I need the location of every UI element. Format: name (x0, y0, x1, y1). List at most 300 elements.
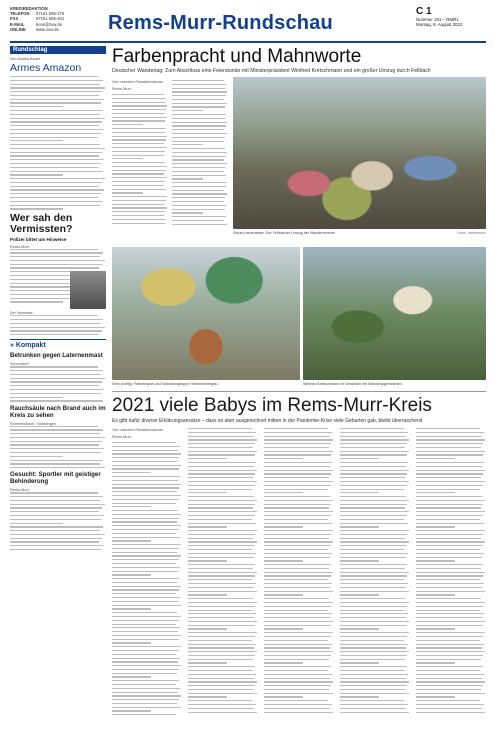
text-line (172, 209, 225, 210)
text-line (10, 444, 99, 445)
text-line (10, 152, 102, 153)
text-line (340, 507, 405, 508)
text-line (340, 666, 407, 667)
masthead (10, 6, 486, 40)
text-line (264, 564, 331, 565)
issue-info (416, 6, 486, 28)
text-line (10, 467, 105, 468)
text-line (416, 662, 455, 663)
text-line (10, 91, 102, 92)
text-line (188, 606, 255, 607)
text-line (340, 696, 379, 697)
text-line (264, 451, 333, 452)
text-line (188, 549, 252, 550)
text-line (112, 676, 151, 677)
text-line (112, 521, 177, 522)
text-line (264, 628, 303, 629)
text-line (188, 659, 253, 660)
text-line (10, 523, 63, 524)
text-line (264, 481, 333, 482)
text-line (188, 500, 257, 501)
text-line (340, 613, 408, 614)
parade-photo (233, 77, 486, 229)
text-line (112, 574, 151, 575)
text-line (340, 526, 379, 527)
text-line (264, 617, 330, 618)
text-line (264, 674, 332, 675)
photo-caption: Schaut bedeutsam: Der Fellbacher Umzug der Wandervereine. (233, 231, 336, 235)
text-line (416, 636, 483, 637)
text-line (112, 710, 151, 711)
text-line (264, 447, 329, 448)
text-line (10, 530, 100, 531)
text-line (10, 534, 105, 535)
text-line (264, 545, 331, 546)
text-line (188, 572, 257, 573)
text-line (264, 473, 331, 474)
bottom-article-byline: Von unserem Redaktionsteam (112, 428, 163, 432)
text-line (172, 137, 225, 138)
text-line (10, 167, 98, 168)
text-line (340, 504, 407, 505)
text-line (416, 436, 482, 437)
missing-person-photo (70, 271, 106, 309)
text-line (112, 616, 181, 617)
text-line (264, 458, 303, 459)
text-line (188, 481, 257, 482)
text-line (188, 515, 255, 516)
text-line (112, 491, 177, 492)
text-line (112, 555, 181, 556)
text-line (10, 155, 99, 156)
text-line (172, 156, 226, 157)
text-line (416, 640, 480, 641)
text-line (416, 534, 483, 535)
text-line (264, 606, 331, 607)
text-line (112, 586, 181, 587)
text-line (10, 456, 63, 457)
text-line (264, 693, 333, 694)
text-line (264, 655, 331, 656)
missing-person-dateline: Rems-Murr. (10, 244, 30, 249)
text-line (172, 125, 226, 126)
text-line (188, 439, 257, 440)
text-line (264, 466, 330, 467)
text-line (340, 579, 404, 580)
text-line (340, 662, 379, 663)
text-line (264, 526, 303, 527)
text-line (112, 695, 181, 696)
text-line (416, 625, 483, 626)
text-line (10, 256, 100, 257)
bottom-article-subline: Es gibt dafür diverse Erklärungsansätze – dass es aber ausgerechnet mitten in der Pandemie-Krise viele Geburten gab, bleibt überraschend (112, 418, 423, 424)
text-line (112, 537, 180, 538)
text-line (416, 628, 455, 629)
text-line (10, 429, 103, 430)
top-article-continuation (112, 238, 486, 243)
text-line (112, 571, 178, 572)
text-line (264, 557, 330, 558)
text-line (188, 575, 255, 576)
text-line (264, 647, 330, 648)
text-line (112, 544, 181, 545)
text-line (10, 323, 100, 324)
text-line (188, 428, 252, 429)
text-line (340, 534, 407, 535)
text-line (10, 249, 98, 250)
text-line (188, 564, 255, 565)
text-line (10, 133, 101, 134)
text-line (10, 197, 98, 198)
text-line (416, 678, 482, 679)
text-line (340, 708, 406, 709)
text-line (264, 496, 330, 497)
text-line (264, 696, 303, 697)
text-line (112, 465, 181, 466)
text-line (172, 159, 224, 160)
text-line (112, 605, 181, 606)
text-line (112, 646, 181, 647)
text-line (188, 666, 255, 667)
text-line (340, 621, 409, 622)
text-line (340, 594, 379, 595)
text-line (112, 552, 177, 553)
text-line (264, 666, 331, 667)
text-line (340, 628, 379, 629)
text-line (264, 477, 329, 478)
text-line (340, 454, 407, 455)
text-line (340, 557, 406, 558)
text-line (112, 559, 179, 560)
text-line (264, 568, 329, 569)
text-line (416, 583, 484, 584)
text-line (264, 689, 329, 690)
text-line (264, 549, 328, 550)
text-line (112, 563, 176, 564)
text-line (188, 617, 254, 618)
text-line (172, 220, 224, 221)
text-line (188, 436, 254, 437)
brief-dateline: Rommelsbach / Waiblingen. (10, 421, 58, 426)
text-line (10, 193, 101, 194)
text-line (172, 133, 227, 134)
text-line (340, 712, 409, 713)
text-line (112, 506, 151, 507)
text-line (188, 644, 256, 645)
text-line (112, 533, 176, 534)
text-line (416, 666, 483, 667)
text-line (10, 301, 63, 302)
text-line (264, 470, 333, 471)
text-line (416, 538, 481, 539)
left-column (10, 46, 106, 722)
text-line (416, 659, 481, 660)
text-line (264, 621, 333, 622)
text-line (112, 196, 167, 197)
text-line (10, 370, 103, 371)
text-line (340, 439, 409, 440)
text-line (10, 144, 100, 145)
text-line (340, 530, 409, 531)
text-line (172, 144, 203, 145)
text-line (416, 496, 482, 497)
text-line (340, 685, 407, 686)
text-line (416, 621, 485, 622)
text-line (416, 447, 481, 448)
text-line (340, 485, 407, 486)
contact-block (10, 6, 64, 32)
column-headline: Armes Amazon (10, 62, 82, 74)
text-line (416, 670, 480, 671)
text-line (10, 114, 100, 115)
text-line (112, 578, 179, 579)
text-line (340, 451, 409, 452)
top-article-column (172, 80, 228, 226)
text-line (10, 137, 98, 138)
issue-date: Montag, 8. August 2022 (416, 22, 463, 28)
text-line (112, 200, 166, 201)
text-line (340, 598, 405, 599)
text-line (112, 624, 176, 625)
text-line (112, 450, 178, 451)
column-byline: Von Annika Bauer (10, 57, 41, 61)
text-line (416, 655, 483, 656)
contact-line: KREISREDAKTION (10, 6, 48, 11)
text-line (416, 523, 484, 524)
text-line (112, 620, 179, 621)
text-line (112, 480, 178, 481)
text-line (264, 462, 332, 463)
text-line (112, 589, 179, 590)
text-line (264, 511, 333, 512)
text-line (188, 432, 256, 433)
text-line (264, 644, 332, 645)
text-line (416, 568, 481, 569)
text-line (340, 689, 405, 690)
kompakt-header: » Kompakt (10, 339, 106, 349)
text-line (188, 458, 227, 459)
text-line (416, 519, 480, 520)
text-line (188, 462, 256, 463)
text-line (112, 158, 143, 159)
text-line (188, 447, 253, 448)
text-line (172, 148, 225, 149)
text-line (10, 526, 103, 527)
text-line (340, 632, 409, 633)
text-line (340, 458, 379, 459)
text-line (112, 503, 176, 504)
text-line (188, 519, 252, 520)
text-line (172, 118, 225, 119)
text-line (10, 125, 99, 126)
top-article-header (112, 46, 486, 74)
text-line (264, 587, 330, 588)
text-line (172, 205, 226, 206)
text-line (416, 700, 480, 701)
text-line (264, 538, 329, 539)
text-line (10, 378, 105, 379)
top-article-byline: Von unserem Redaktionsteam (112, 80, 163, 84)
text-line (10, 504, 105, 505)
text-line (264, 500, 333, 501)
text-line (340, 489, 404, 490)
text-line (340, 500, 409, 501)
text-line (188, 560, 227, 561)
text-line (188, 545, 255, 546)
text-line (10, 519, 101, 520)
text-line (112, 669, 179, 670)
text-line (10, 460, 103, 461)
text-line (340, 644, 408, 645)
text-line (264, 591, 333, 592)
portrait-caption: Der Vermisste. (10, 311, 34, 316)
text-line (112, 714, 176, 715)
text-line (188, 696, 227, 697)
text-line (112, 132, 165, 133)
text-line (416, 477, 481, 478)
text-line (340, 670, 404, 671)
text-line (10, 260, 105, 261)
text-line (188, 632, 257, 633)
text-line (264, 632, 333, 633)
bottom-article-column (112, 428, 182, 718)
text-line (416, 492, 455, 493)
text-line (112, 223, 165, 224)
text-line (416, 451, 485, 452)
text-line (112, 189, 166, 190)
text-line (10, 159, 104, 160)
text-line (188, 602, 257, 603)
text-line (10, 121, 102, 122)
text-line (10, 463, 100, 464)
bottom-article-column (416, 428, 486, 718)
brief-text (10, 366, 106, 401)
text-line (188, 526, 227, 527)
text-line (10, 319, 103, 320)
text-line (416, 458, 455, 459)
text-line (112, 514, 181, 515)
text-line (10, 76, 98, 77)
text-line (340, 572, 409, 573)
text-line (112, 94, 164, 95)
text-line (112, 185, 164, 186)
text-line (112, 207, 167, 208)
masthead-rule (10, 41, 486, 43)
text-line (112, 181, 165, 182)
text-line (416, 485, 483, 486)
text-line (264, 436, 330, 437)
text-line (264, 530, 333, 531)
text-line (340, 583, 408, 584)
text-line (188, 681, 257, 682)
issue-number: Nummer 181 – RMR1 (416, 17, 459, 22)
text-line (188, 610, 252, 611)
text-line (188, 568, 253, 569)
text-line (416, 489, 480, 490)
photo-caption: Sehr zünftig: Fahnenspiel und Volkstanzgruppe Hohenlohnergau. (112, 382, 219, 386)
text-line (112, 219, 166, 220)
text-line (340, 700, 404, 701)
contact-line: E-MAIL kreis@zvw.de (10, 21, 62, 27)
top-article-column (112, 80, 168, 226)
text-line (172, 91, 227, 92)
top-article-headline: Farbenpracht und Mahnworte (112, 46, 362, 67)
text-line (416, 696, 455, 697)
text-line (264, 602, 333, 603)
text-line (340, 515, 407, 516)
text-line (340, 564, 407, 565)
text-line (264, 560, 303, 561)
text-line (340, 640, 404, 641)
text-line (10, 102, 101, 103)
text-line (188, 470, 257, 471)
text-line (416, 712, 485, 713)
text-line (10, 87, 105, 88)
text-line (10, 389, 104, 390)
text-line (264, 492, 303, 493)
text-line (264, 685, 331, 686)
text-line (172, 152, 227, 153)
brief-dateline: Schorndorf. (10, 362, 30, 367)
text-line (264, 541, 333, 542)
text-line (112, 151, 165, 152)
text-line (340, 610, 404, 611)
text-line (416, 579, 480, 580)
text-line (340, 560, 379, 561)
text-line (188, 700, 252, 701)
text-line (188, 621, 257, 622)
text-line (340, 492, 379, 493)
text-line (340, 549, 404, 550)
text-line (264, 439, 333, 440)
missing-person-text-1 (10, 249, 106, 269)
text-line (112, 612, 177, 613)
text-line (416, 504, 483, 505)
text-line (112, 627, 180, 628)
text-line (112, 699, 179, 700)
text-line (112, 608, 151, 609)
text-line (10, 99, 104, 100)
text-line (188, 557, 254, 558)
text-line (10, 515, 104, 516)
text-line (416, 560, 455, 561)
text-line (10, 129, 104, 130)
text-line (112, 631, 178, 632)
text-line (112, 487, 179, 488)
text-line (10, 148, 105, 149)
page-code: C 1 (416, 6, 432, 17)
text-line (10, 205, 100, 206)
text-line (264, 610, 328, 611)
top-article-dateline: Rems-Murr. (112, 87, 132, 91)
text-line (10, 252, 103, 253)
text-line (112, 499, 179, 500)
photo-caption: Winfried Kretschmann im Gespräch mit Wanderjugendlichen. (303, 382, 403, 386)
text-line (340, 575, 407, 576)
bottom-article-headline: 2021 viele Babys im Rems-Murr-Kreis (112, 395, 432, 416)
text-line (188, 704, 256, 705)
text-line (416, 443, 483, 444)
text-line (264, 519, 328, 520)
text-line (340, 591, 409, 592)
brief-headline: Gesucht: Sportler mit geistiger Behinderung (10, 471, 101, 486)
text-line (112, 665, 181, 666)
text-line (340, 553, 408, 554)
text-line (188, 579, 252, 580)
text-line (10, 500, 100, 501)
text-line (264, 507, 329, 508)
text-line (188, 685, 255, 686)
